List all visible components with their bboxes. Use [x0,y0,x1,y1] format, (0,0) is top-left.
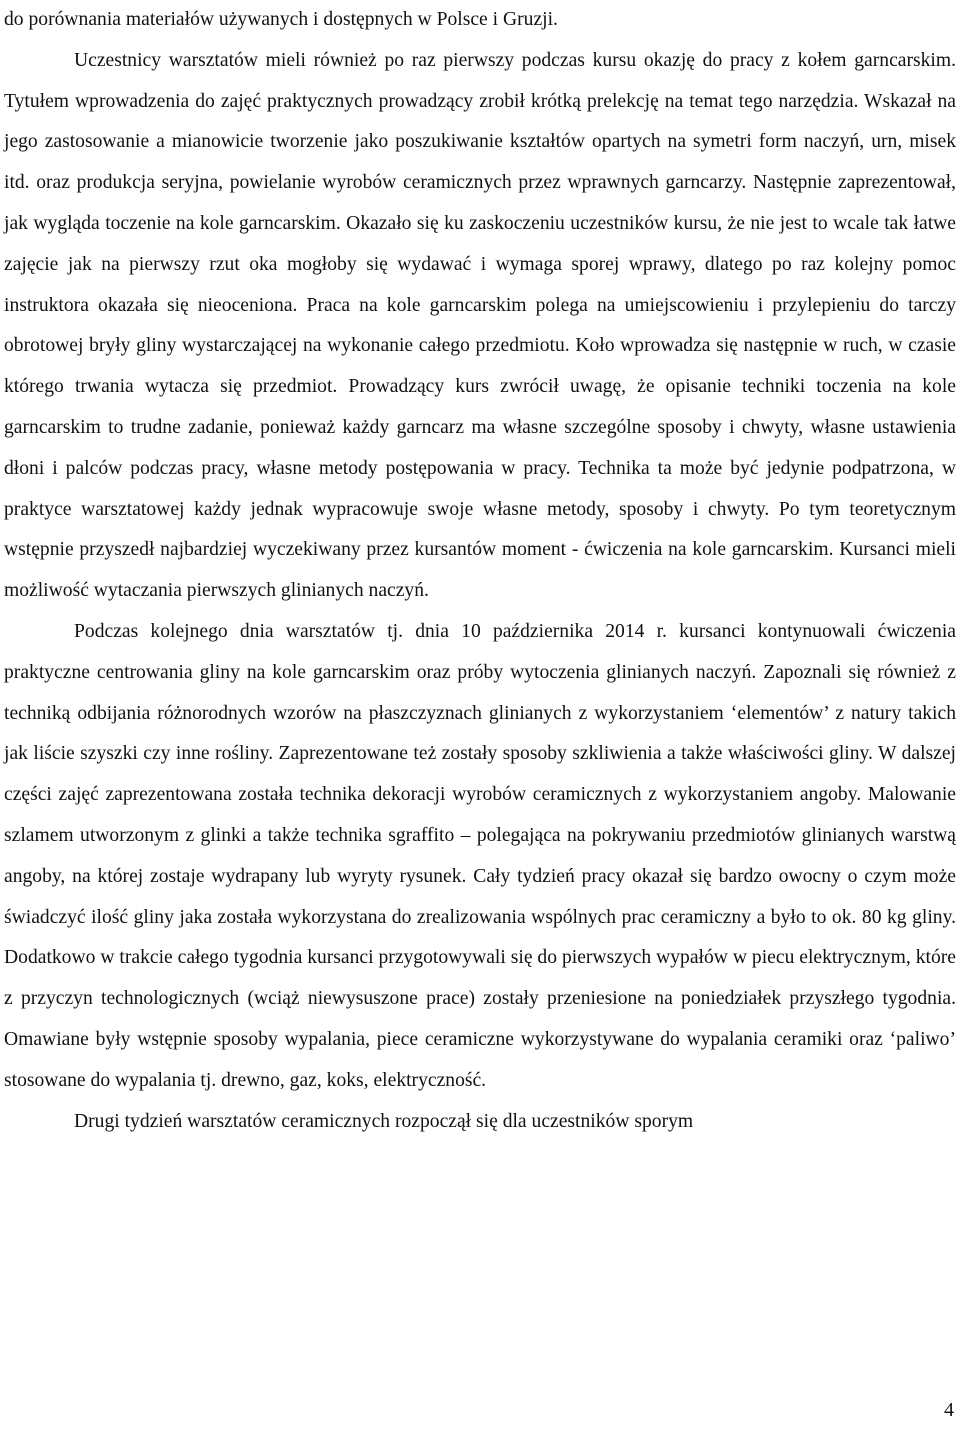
paragraph-4: Drugi tydzień warsztatów ceramicznych rozpoczął się dla uczestników sporym [74,1110,694,1132]
paragraph-1: do porównania materiałów używanych i dostępnych w Polsce i Gruzji. [4,9,558,30]
paragraph-3: Podczas kolejnego dnia warsztatów tj. dnia 10 października 2014 r. kursanci kontynuowali ćwiczenia praktyczne centrowania gliny na kole garncarskim oraz próby wytoczenia glinianych naczyń. Zapoznali się również z techniką odbijania różnorodnych wzorów na płaszczyznach glinianych z wykorzystaniem ‘elementów’ z natury takich jak liście szyszki czy inne rośliny. Zaprezentowane też zostały sposoby szkliwienia a także właściwości gliny. W dalszej części zajęć zaprezentowana została technika dekoracji wyrobów ceramicznych z wykorzystaniem angoby. Malowanie szlamem utworzonym z glinki a także technika sgraffito – polegająca na pokrywaniu przedmiotów glinianych warstwą angoby, na której zostaje wydrapany lub wyryty rysunek. Cały tydzień pracy okazał się bardzo owocny o czym może świadczyć ilość gliny jaka została wykorzystana do zrealizowania wspólnych prac ceramiczny a było to ok. 80 kg gliny. Dodatkowo w trakcie całego tygodnia kursanci przygotowywali się do pierwszych wypałów w piecu elektrycznym, które z przyczyn technologicznych (wciąż niewysuszone prace) zostały przeniesione na poniedziałek przyszłego tygodnia. Omawiane były wstępnie sposoby wypalania, piece ceramiczne wykorzystywane do wypalania ceramiki oraz ‘paliwo’ stosowane do wypalania tj. drewno, gaz, koks, elektryczność. [4,620,956,1091]
body-text [4,0,956,1142]
paragraph-2: Uczestnicy warsztatów mieli również po raz pierwszy podczas kursu okazję do pracy z kołem garncarskim. Tytułem wprowadzenia do zajęć praktycznych prowadzący zrobił krótką prelekcję na temat tego narzędzia. Wskazał na jego zastosowanie a mianowicie tworzenie jako poszukiwanie kształtów opartych na symetri form naczyń, urn, misek itd. oraz produkcja seryjna, powielanie wyrobów ceramicznych przez wprawnych garncarzy. Następnie zaprezentował, jak wygląda toczenie na kole garncarskim. Okazało się ku zaskoczeniu uczestników kursu, że nie jest to wcale tak łatwe zajęcie jak na pierwszy rzut oka mogłoby się wydawać i wymaga sporej wprawy, dlatego po raz kolejny pomoc instruktora okazała się nieoceniona. Praca na kole garncarskim polega na umiejscowieniu i przylepieniu do tarczy obrotowej bryły gliny wystarczającej na wykonanie całego przedmiotu. Koło wprowadza się następnie w ruch, w czasie którego trwania wytacza się przedmiot. Prowadzący kurs zwrócił uwagę, że opisanie techniki toczenia na kole garncarskim to trudne zadanie, ponieważ każdy garncarz ma własne szczególne sposoby i chwyty, własne ustawienia dłoni i palców podczas pracy, własne metody postępowania w pracy. Technika ta może być jedynie podpatrzona, w praktyce warsztatowej każdy jednak wypracowuje swoje własne metody, sposoby i chwyty. Po tym teoretycznym wstępnie przyszedł najbardziej wyczekiwany przez kursantów moment - ćwiczenia na kole garncarskim. Kursanci mieli możliwość wytaczania pierwszych glinianych naczyń. [4,49,956,602]
page-number: 4 [944,1399,954,1421]
